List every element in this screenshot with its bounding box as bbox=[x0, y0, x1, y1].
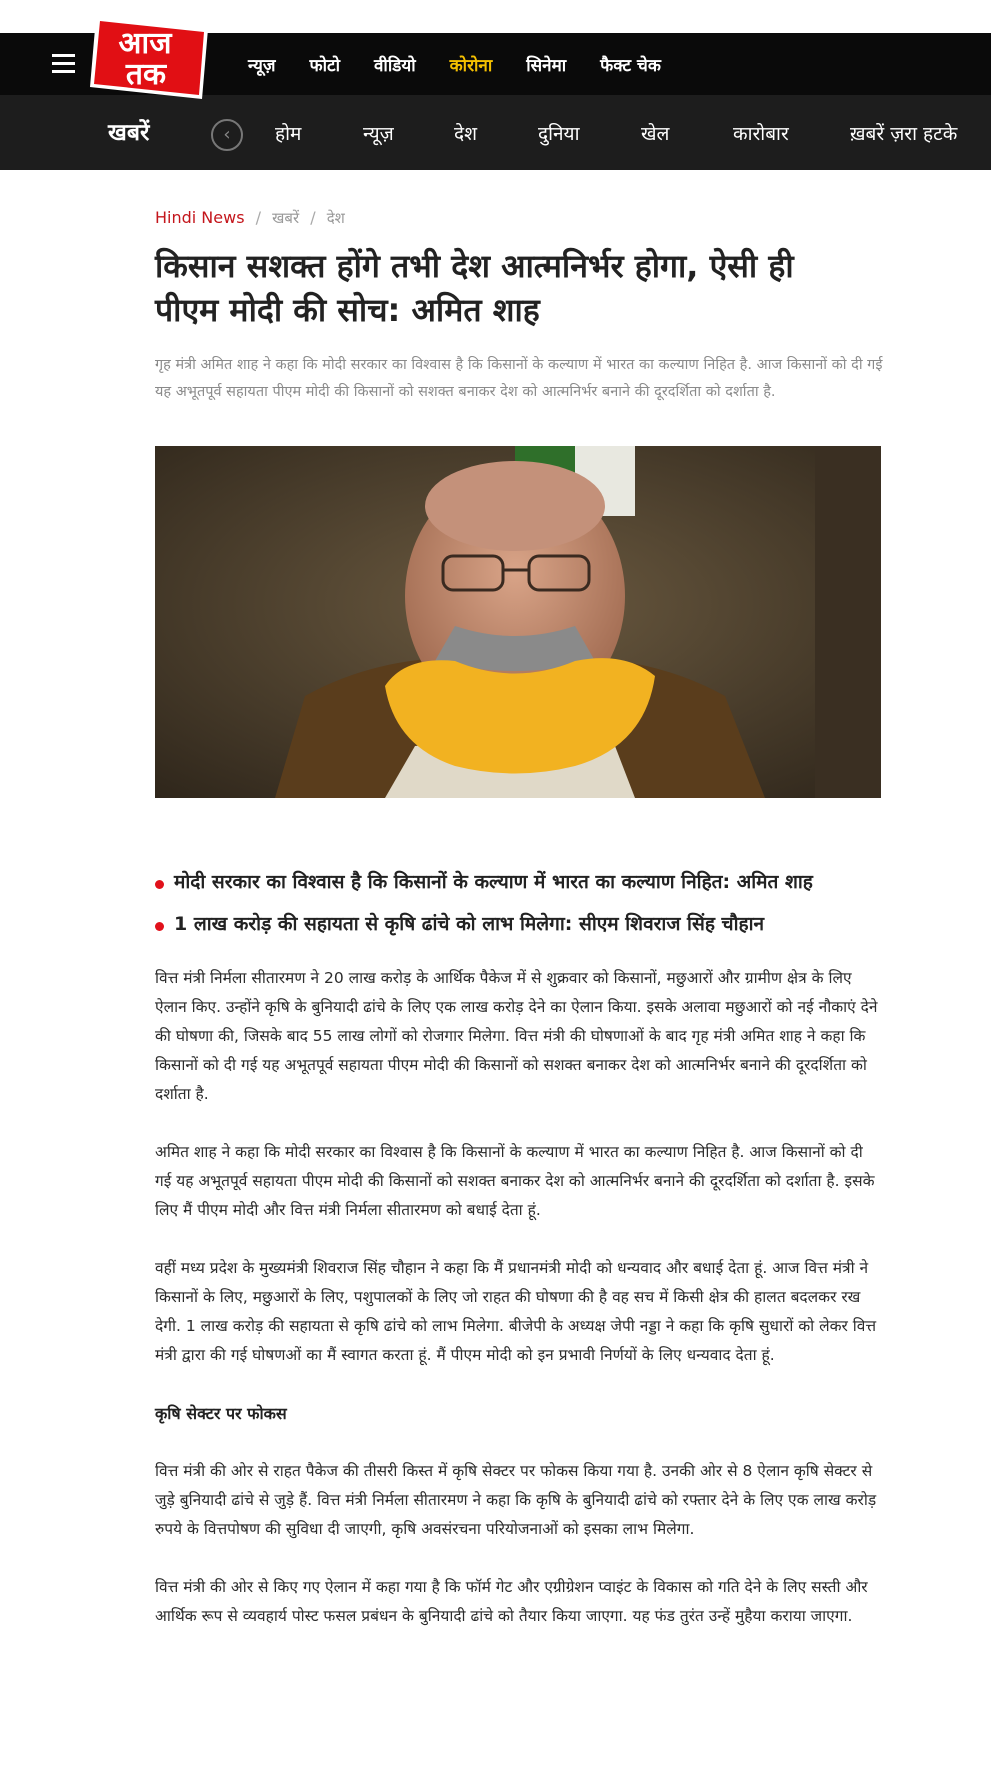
svg-text:आज: आज bbox=[118, 26, 172, 61]
aajtak-logo[interactable] bbox=[90, 13, 215, 103]
section-nav-item-khel[interactable]: खेल bbox=[641, 122, 670, 145]
article-body bbox=[155, 964, 883, 1631]
top-nav-item-video[interactable]: वीडियो bbox=[373, 55, 416, 76]
article-paragraph: वित्त मंत्री की ओर से किए गए ऐलान में कहा गया है कि फॉर्म गेट और एग्रीग्रेशन प्वाइंट के विकास को गति देने के लिए सस्ती और आर्थिक रूप से व्यवहार्य पोस्ट फसल प्रबंधन के बुनियादी ढांचे को तैयार किया जाएगा. यह फंड तुरंत उन्हें मुहैया कराया जाएगा. bbox=[155, 1578, 868, 1625]
article-subheading: कृषि सेक्टर पर फोकस bbox=[155, 1404, 287, 1423]
section-nav-item-zara-hatke[interactable]: ख़बरें ज़रा हटके bbox=[850, 122, 958, 145]
article-paragraph: वहीं मध्य प्रदेश के मुख्यमंत्री शिवराज सिंह चौहान ने कहा कि मैं प्रधानमंत्री मोदी को धन्यवाद और बधाई देता हूं. आज वित्त मंत्री ने किसानों के लिए, मछुआरों के लिए, पशुपालकों के लिए जो राहत की घोषणा की है वह सच में किसी क्षेत्र की हालत बदलकर रख देगी. 1 लाख करोड़ की सहायता से कृषि ढांचे को लाभ मिलेगा. बीजेपी के अध्यक्ष जेपी नड्डा ने कहा कि कृषि सुधारों को लेकर वित्त मंत्री द्वारा की गई घोषणओं का मैं स्वागत करता हूं. मैं पीएम मोदी को इन प्रभावी निर्णयों के लिए धन्यवाद देता हूं. bbox=[155, 1259, 877, 1364]
breadcrumb-separator: / bbox=[310, 208, 316, 227]
breadcrumb-khabrein[interactable]: खबरें bbox=[272, 209, 300, 227]
breadcrumb bbox=[155, 208, 883, 228]
top-nav-item-photo[interactable]: फोटो bbox=[309, 55, 340, 76]
section-title[interactable]: खबरें bbox=[108, 120, 150, 146]
article-paragraph: वित्त मंत्री की ओर से राहत पैकेज की तीसरी किस्त में कृषि सेक्टर पर फोकस किया गया है. उनकी ओर से 8 ऐलान कृषि सेक्टर से जुड़े बुनियादी ढांचे से जुड़े हैं. वित्त मंत्री निर्मला सीतारमण ने कहा कि कृषि के बुनियादी ढांचे को रफ्तार देने के लिए एक लाख करोड़ रुपये के वित्तपोषण की सुविधा दी जाएगी, कृषि अवसंरचना परियोजनाओं को इसका लाभ मिलेगा. bbox=[155, 1462, 877, 1538]
breadcrumb-separator: / bbox=[255, 208, 262, 227]
top-nav-item-cinema[interactable]: सिनेमा bbox=[526, 55, 567, 76]
section-nav-item-duniya[interactable]: दुनिया bbox=[538, 122, 580, 145]
top-nav-item-fact-check[interactable]: फैक्ट चेक bbox=[600, 55, 661, 76]
article-title: किसान सशक्त होंगे तभी देश आत्मनिर्भर होगा, ऐसी ही पीएम मोदी की सोच: अमित शाह bbox=[155, 247, 794, 329]
key-highlights bbox=[155, 870, 883, 937]
highlight-item: मोदी सरकार का विश्वास है कि किसानों के कल्याण में भारत का कल्याण निहित: अमित शाह bbox=[155, 870, 883, 895]
section-nav-item-karobar[interactable]: कारोबार bbox=[733, 122, 789, 145]
speaker-photo bbox=[155, 446, 881, 798]
chevron-left-icon: ‹ bbox=[223, 124, 231, 145]
scroll-left-button[interactable] bbox=[211, 119, 243, 151]
logo-text bbox=[119, 26, 174, 92]
top-nav-item-corona[interactable]: कोरोना bbox=[449, 55, 493, 76]
breadcrumb-desh[interactable]: देश bbox=[326, 209, 345, 227]
article-hero-image[interactable] bbox=[155, 446, 881, 798]
svg-text:तक: तक bbox=[125, 57, 167, 92]
article-paragraph: वित्त मंत्री निर्मला सीतारमण ने 20 लाख करोड़ के आर्थिक पैकेज में से शुक्रवार को किसानों, मछुआरों और ग्रामीण क्षेत्र के लिए ऐलान किए. उन्होंने कृषि के बुनियादी ढांचे के लिए एक लाख करोड़ देने का ऐलान किया. इसके अलावा मछुआरों को नई नौकाएं देने की घोषणा की, जिसके बाद 55 लाख लोगों को रोजगार मिलेगा. वित्त मंत्री की घोषणाओं के बाद गृह मंत्री अमित शाह ने कहा कि किसानों को दी गई यह अभूतपूर्व सहायता पीएम मोदी की किसानों को सशक्त बनाकर देश को आत्मनिर्भर बनाने की दूरदर्शिता को दर्शाता है. bbox=[155, 969, 878, 1103]
section-navbar bbox=[0, 95, 991, 170]
section-nav-item-desh[interactable]: देश bbox=[454, 122, 478, 145]
article-container bbox=[155, 170, 883, 1660]
top-nav-item-news[interactable]: न्यूज़ bbox=[248, 55, 276, 76]
highlight-item: 1 लाख करोड़ की सहायता से कृषि ढांचे को लाभ मिलेगा: सीएम शिवराज सिंह चौहान bbox=[155, 912, 883, 937]
section-nav-item-home[interactable]: होम bbox=[275, 122, 302, 145]
top-nav bbox=[248, 33, 695, 95]
article-summary: गृह मंत्री अमित शाह ने कहा कि मोदी सरकार का विश्वास है कि किसानों के कल्याण में भारत का कल्याण निहित है. आज किसानों को दी गई यह अभूतपूर्व सहायता पीएम मोदी की किसानों को सशक्त बनाकर देश को आत्मनिर्भर बनाने की दूरदर्शिता को दर्शाता है. bbox=[155, 357, 883, 400]
hamburger-menu-icon[interactable] bbox=[52, 54, 75, 73]
breadcrumb-home[interactable]: Hindi News bbox=[155, 208, 245, 227]
section-nav-item-news[interactable]: न्यूज़ bbox=[363, 122, 394, 145]
article-paragraph: अमित शाह ने कहा कि मोदी सरकार का विश्वास है कि किसानों के कल्याण में भारत का कल्याण निहित है. आज किसानों को दी गई यह अभूतपूर्व सहायता पीएम मोदी की किसानों को सशक्त बनाकर देश को आत्मनिर्भर बनाने की दूरदर्शिता को दर्शाता है. इसके लिए मैं पीएम मोदी और वित्त मंत्री निर्मला सीतारमण को बधाई देता हूं. bbox=[155, 1143, 875, 1219]
